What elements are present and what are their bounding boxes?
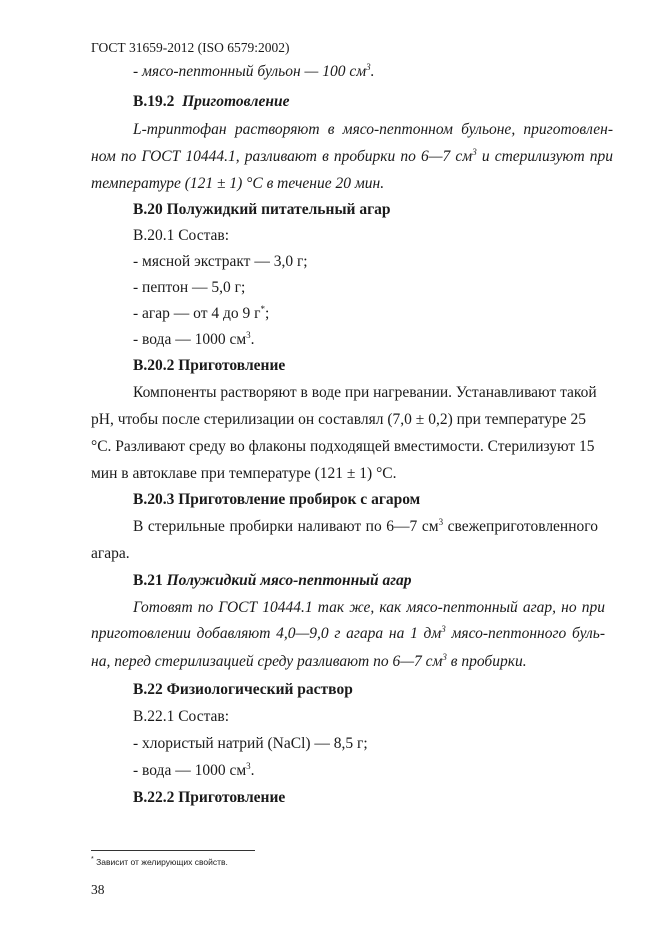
list-item: - хлористый натрий (NaCl) — 8,5 г; xyxy=(133,735,368,752)
section-heading-b20-3: B.20.3 Приготовление пробирок с агаром xyxy=(133,491,421,508)
paragraph-line: температуре (121 ± 1) °С в течение 20 мин. xyxy=(91,175,385,192)
list-item: - мясо-пептонный бульон — 100 $см^3$. xyxy=(133,62,375,80)
subsection-label: B.20.1 Состав: xyxy=(133,227,230,244)
list-item: - мясной экстракт — 3,0 г; xyxy=(133,253,308,270)
section-heading-b20-2: B.20.2 Приготовление xyxy=(133,357,286,374)
paragraph-line: мин в автоклаве при температуре (121 ± 1) °С. xyxy=(91,465,397,482)
section-heading-b22: B.22 Физиологический раствор xyxy=(133,681,353,698)
paragraph-line: ном по ГОСТ 10444.1, разливают в пробирки по 6—7 $см^3$ и стерилизуют при xyxy=(91,147,614,165)
footnote: * Зависит от желирующих свойств. xyxy=(91,856,228,867)
list-item: - агар — от 4 до 9 г*; xyxy=(133,304,270,322)
section-heading-b21: B.21 Полужидкий мясо-пептонный агар xyxy=(133,572,412,589)
paragraph-line: Готовят по ГОСТ 10444.1 так же, как мясо-пептонный агар, но при xyxy=(133,599,605,616)
paragraph-line: агара. xyxy=(91,545,130,562)
list-item: - вода — 1000 $см^3$. xyxy=(133,761,255,779)
list-item: - пептон — 5,0 г; xyxy=(133,279,246,296)
paragraph-line: на, перед стерилизацией среду разливают по 6—7 $см^3$ в пробирки. xyxy=(91,652,527,670)
subsection-label: B.22.1 Состав: xyxy=(133,708,230,725)
section-heading-b20: B.20 Полужидкий питательный агар xyxy=(133,201,391,218)
footnote-divider xyxy=(91,850,255,851)
paragraph-line: Компоненты растворяют в воде при нагревании. Устанавливают такой xyxy=(133,384,597,401)
page-header: ГОСТ 31659-2012 (ISO 6579:2002) xyxy=(91,40,290,55)
paragraph-line: приготовлении добавляют 4,0—9,0 г агара на 1 $дм^3$ мясо-пептонного буль- xyxy=(91,624,606,642)
section-heading-b19-2: B.19.2 Приготовление xyxy=(133,93,290,110)
paragraph-line: °С. Разливают среду во флаконы подходящей вместимости. Стерилизуют 15 xyxy=(91,438,595,455)
paragraph-line: L-триптофан растворяют в мясо-пептонном бульоне, приготовлен- xyxy=(133,121,613,138)
paragraph-line: В стерильные пробирки наливают по 6—7 $см^3$ свежеприготовленного xyxy=(133,517,598,535)
list-item: - вода — 1000 $см^3$. xyxy=(133,330,255,348)
page-number: 38 xyxy=(91,882,105,897)
paragraph-line: pH, чтобы после стерилизации он составлял (7,0 ± 0,2) при температуре 25 xyxy=(91,411,587,428)
section-heading-b22-2: B.22.2 Приготовление xyxy=(133,789,286,806)
